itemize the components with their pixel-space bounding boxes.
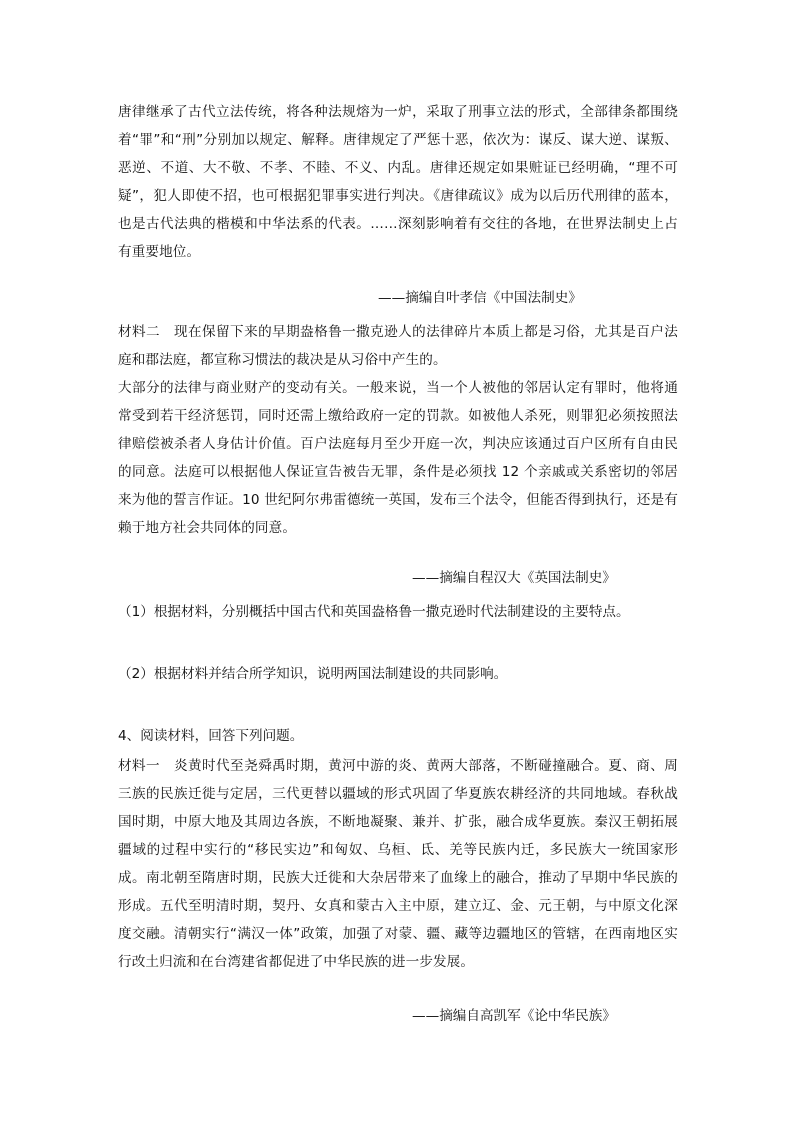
material-tang-law-paragraph: 唐律继承了古代立法传统，将各种法规熔为一炉，采取了刑事立法的形式，全部律条都围绕着“罪”和“刑”分别加以规定、解释。唐律规定了严惩十恶，依次为：谋反、谋大逆、谋叛、恶逆、不道、大不敬、不孝、不睦、不义、内乱。唐律还规定如果赃证已经明确，“理不可疑”，犯人即使不招，也可根据犯罪事实进行判决。《唐律疏议》成为以后历代刑律的蓝本，也是古代法典的楷模和中华法系的代表。……深刻影响着有交往的各地，在世界法制史上占有重要地位。: [118, 104, 678, 260]
material-two-continued-paragraph: 大部分的法律与商业财产的变动有关。一般来说，当一个人被他的邻居认定有罪时，他将通常受到若干经济惩罚，同时还需上缴给政府一定的罚款。如被他人杀死，则罪犯必须按照法律赔偿被杀者人身估计价值。百户法庭每月至少开庭一次，判决应该通过百户区所有自由民的同意。法庭可以根据他人保证宣告被告无罪，条件是必须找 12 个亲戚或关系密切的邻居来为他的誓言作证。10 世纪阿尔弗雷德统一英国，发布三个法令，但能否得到执行，还是有赖于地方社会共同体的同意。: [118, 380, 678, 536]
material-two-paragraph: 材料二 现在保留下来的早期盎格鲁一撒克逊人的法律碎片本质上都是习俗，尤其是百户法庭和郡法庭，都宣称习惯法的裁决是从习俗中产生的。: [118, 324, 678, 368]
material-one-chinese-nation-paragraph: 材料一 炎黄时代至尧舜禹时期，黄河中游的炎、黄两大部落，不断碰撞融合。夏、商、周三族的民族迁徙与定居，三代更替以疆域的形式巩固了华夏族农耕经济的共同地域。春秋战国时期，中原大地及其周边各族，不断地凝聚、兼并、扩张，融合成华夏族。秦汉王朝拓展疆域的过程中实行的“移民实边”和匈奴、乌桓、氐、羌等民族内迁，多民族大一统国家形成。南北朝至隋唐时期，民族大迁徙和大杂居带来了血缘上的融合，推动了早期中华民族的形成。五代至明清时期，契丹、女真和蒙古入主中原，建立辽、金、元王朝，与中原文化深度交融。清朝实行“满汉一体”政策，加强了对蒙、疆、藏等边疆地区的管辖，在西南地区实行改土归流和在台湾建省都促进了中华民族的进一步发展。: [118, 758, 678, 970]
source-citation-gao-kaijun: ——摘编自高凯军《论中华民族》: [412, 1008, 616, 1024]
source-citation-ye-xiaoxin: ——摘编自叶孝信《中国法制史》: [378, 290, 582, 306]
question-1: （1）根据材料，分别概括中国古代和英国盎格鲁一撒克逊时代法制建设的主要特点。: [118, 604, 630, 620]
item-4-heading: 4、阅读材料，回答下列问题。: [118, 728, 304, 744]
question-2: （2）根据材料并结合所学知识，说明两国法制建设的共同影响。: [118, 666, 508, 682]
source-citation-cheng-handa: ——摘编自程汉大《英国法制史》: [412, 570, 616, 586]
